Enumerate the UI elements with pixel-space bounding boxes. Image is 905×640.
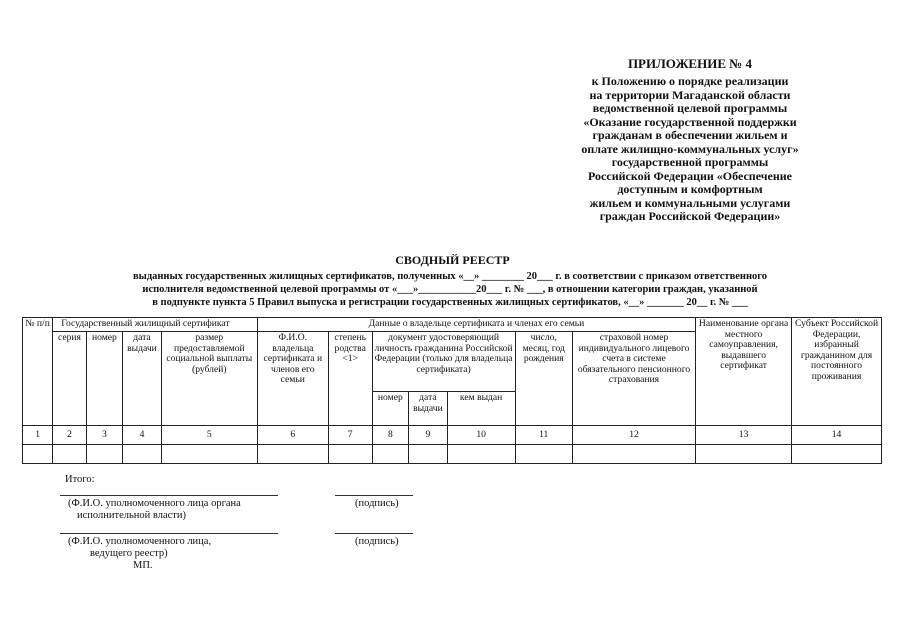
column-number: 8: [372, 426, 409, 445]
appendix-line: к Положению о порядке реализации: [591, 74, 789, 88]
column-number: 5: [161, 426, 257, 445]
column-number: 9: [409, 426, 448, 445]
column-number: 12: [572, 426, 695, 445]
empty-cell: [257, 445, 328, 464]
empty-cell: [409, 445, 448, 464]
empty-cell: [515, 445, 572, 464]
header-subject: Субъект Российской Федерации, избранный гражданином для постоянного проживания: [792, 318, 882, 426]
column-number: 3: [86, 426, 123, 445]
column-number: 11: [515, 426, 572, 445]
header-snils: страховой номер индивидуального лицевого счета в системе обязательного пенсионного страхования: [572, 332, 695, 426]
header-number: номер: [86, 332, 123, 426]
appendix-line: Российской Федерации «Обеспечение: [588, 168, 792, 183]
column-number: 6: [257, 426, 328, 445]
signature-label: (подпись): [355, 536, 399, 547]
empty-cell: [23, 445, 53, 464]
appendix-line: на территории Магаданской области: [589, 87, 791, 102]
column-number: 4: [123, 426, 162, 445]
header-doc-issuer: кем выдан: [447, 392, 515, 426]
registry-subtitle-line2: исполнителя ведомственной целевой программы от «___»___________20___ г. № ___, в отношении категории граждан, указанной: [142, 284, 758, 295]
appendix-line: оплате жилищно-коммунальных услуг»: [581, 141, 799, 156]
column-number: 14: [792, 426, 882, 445]
header-fio: Ф.И.О. владельца сертификата и членов его семьи: [257, 332, 328, 426]
empty-cell: [447, 445, 515, 464]
appendix-line: гражданам в обеспечении жильем и: [592, 128, 788, 142]
header-birth-date: число, месяц, год рождения: [515, 332, 572, 426]
empty-cell: [53, 445, 86, 464]
signature-label: (подпись): [355, 498, 399, 509]
header-doc-date: дата выдачи: [409, 392, 448, 426]
registry-title: СВОДНЫЙ РЕЕСТР: [395, 253, 510, 267]
appendix-line: граждан Российской Федерации»: [599, 209, 781, 223]
header-certificate: Государственный жилищный сертификат: [53, 318, 258, 332]
header-issue-date: дата выдачи: [123, 332, 162, 426]
stamp-label: МП.: [133, 560, 153, 571]
header-payment-amount: размер предоставляемой социальной выплаты (рублей): [161, 332, 257, 426]
empty-cell: [328, 445, 372, 464]
empty-cell: [372, 445, 409, 464]
header-series: серия: [53, 332, 86, 426]
empty-cell: [572, 445, 695, 464]
header-issuing-authority: Наименование органа местного самоуправления, выдавшего сертификат: [696, 318, 792, 426]
signature-line: [60, 495, 278, 496]
column-number: 7: [328, 426, 372, 445]
header-owner-data: Данные о владельце сертификата и членах его семьи: [257, 318, 695, 332]
column-number: 13: [696, 426, 792, 445]
table-row: [23, 445, 882, 464]
empty-cell: [792, 445, 882, 464]
total-label: Итого:: [65, 474, 95, 485]
column-number: 1: [23, 426, 53, 445]
appendix-line: доступным и комфортным: [617, 182, 763, 196]
registry-subtitle-line3: в подпункте пункта 5 Правил выпуска и регистрации государственных жилищных сертификатов, «__» _______ 20__ г. № ___: [152, 297, 748, 308]
header-num: № п/п: [23, 318, 53, 426]
signature-line: [335, 533, 413, 534]
column-number: 2: [53, 426, 86, 445]
registrar-name-label: (Ф.И.О. уполномоченного лица,: [68, 536, 212, 547]
header-kinship: степень родства <1>: [328, 332, 372, 426]
appendix-line: жильем и коммунальными услугами: [589, 195, 791, 210]
empty-cell: [123, 445, 162, 464]
header-doc-number: номер: [372, 392, 409, 426]
official-name-label: исполнительной власти): [77, 510, 186, 521]
header-identity-document: документ удостоверяющий личность гражданина Российской Федерации (только для владельца сертификата): [372, 332, 515, 392]
appendix-line: государственной программы: [611, 155, 769, 169]
appendix-title: ПРИЛОЖЕНИЕ № 4: [627, 56, 753, 71]
appendix-line: «Оказание государственной поддержки: [583, 114, 797, 129]
registry-subtitle-line1: выданных государственных жилищных сертификатов, полученных «__» ________ 20___ г. в соответствии с приказом ответственного: [132, 271, 768, 282]
registrar-name-label: ведущего реестр): [90, 548, 168, 559]
registry-table: [22, 317, 882, 464]
empty-cell: [161, 445, 257, 464]
appendix-header: [520, 56, 860, 224]
empty-cell: [86, 445, 123, 464]
signature-line: [335, 495, 413, 496]
empty-cell: [696, 445, 792, 464]
signature-line: [60, 533, 278, 534]
appendix-line: ведомственной целевой программы: [592, 101, 788, 115]
official-name-label: (Ф.И.О. уполномоченного лица органа: [68, 498, 241, 509]
column-number: 10: [447, 426, 515, 445]
